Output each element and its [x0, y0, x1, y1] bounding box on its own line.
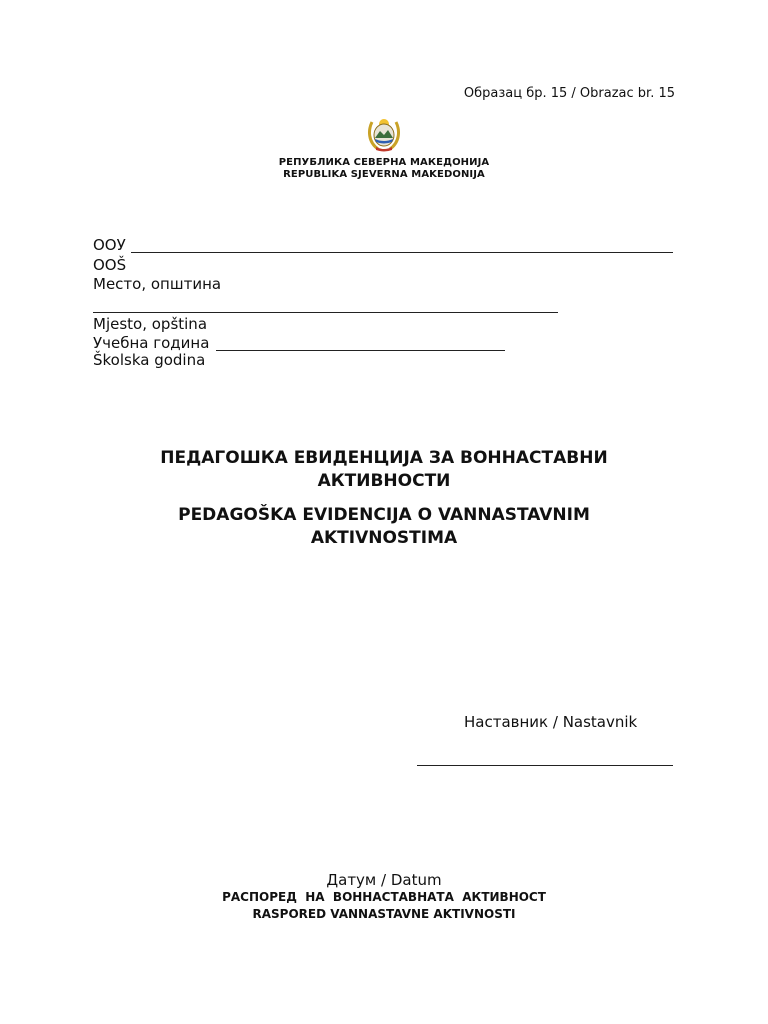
year-field-line[interactable]: [216, 350, 505, 351]
date-label: Датум / Datum: [326, 871, 442, 889]
place-field-line[interactable]: [93, 312, 558, 313]
school-field-line[interactable]: [131, 252, 673, 253]
country-name-lat: REPUBLIKA SJEVERNA MAKEDONIJA: [283, 169, 485, 180]
country-name-mk: РЕПУБЛИКА СЕВЕРНА МАКЕДОНИЈА: [278, 157, 490, 168]
teacher-label: Наставник / Nastavnik: [464, 713, 638, 731]
year-label-lat: Školska godina: [93, 351, 206, 369]
place-label-mk: Место, општина: [93, 275, 222, 293]
school-label-mk: ООУ: [93, 236, 126, 254]
form-number: Образац бр. 15 / Obrazac br. 15: [463, 86, 675, 101]
teacher-signature-line[interactable]: [417, 765, 673, 766]
document-title-lat: PEDAGOŠKA EVIDENCIJA O VANNASTAVNIM AKTIVNOSTIMA: [178, 505, 590, 548]
place-label-lat: Mjesto, opština: [93, 315, 208, 333]
document-title-mk: ПЕДАГОШКА ЕВИДЕНЦИЈА ЗА ВОННАСТАВНИ АКТИВНОСТИ: [160, 448, 608, 491]
school-label-lat: OOŠ: [93, 256, 127, 274]
year-label-mk: Учебна година: [93, 334, 210, 352]
north-macedonia-coat-of-arms-icon: [366, 114, 402, 154]
schedule-heading-lat: RASPORED VANNASTAVNE AKTIVNOSTI: [252, 907, 516, 921]
schedule-heading-mk: РАСПОРЕД НА ВОННАСТАВНАТА АКТИВНОСТ: [222, 890, 546, 904]
